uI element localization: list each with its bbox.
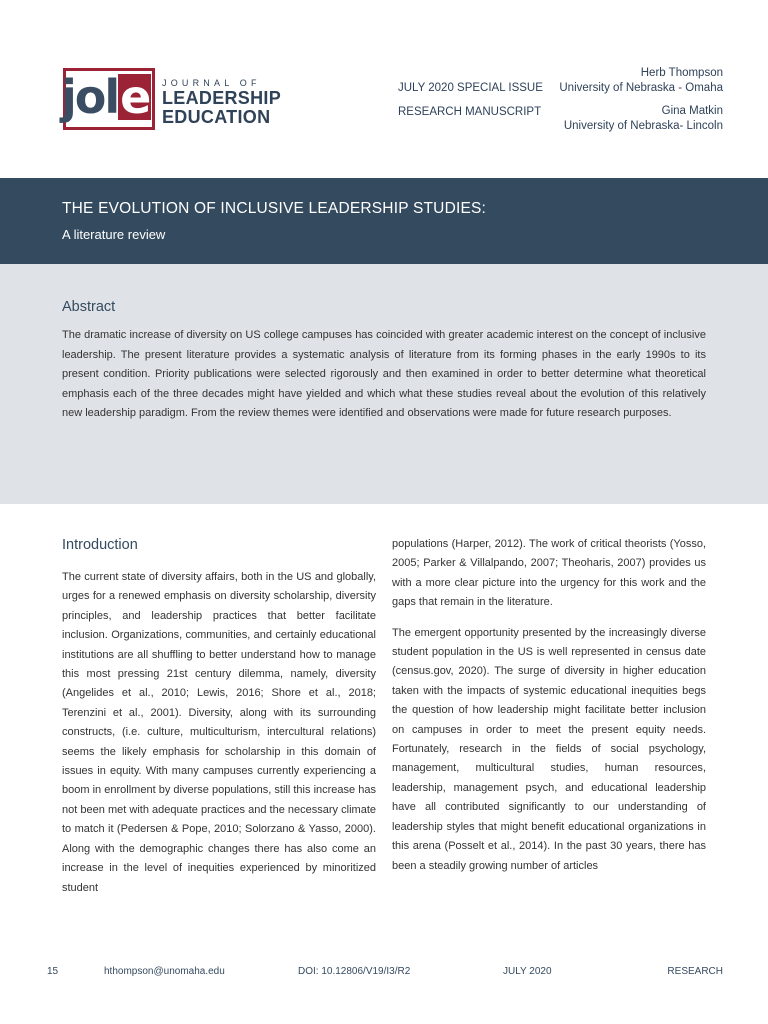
abstract-section [0, 264, 768, 504]
article-subtitle: A literature review [62, 227, 166, 242]
abstract-text: The dramatic increase of diversity on US college campuses has coincided with greater academic interest on the concept of inclusive leadership. The present literature provides a systematic analysis of literature from its forming phases in the early 1990s to its present condition. Priority publications were selected rigorously and then examined in order to better determine what theoretical emphasis each of the three decades might have yielded and which what these studies reveal about the evolution of this relatively new leadership paradigm. From the review themes were identified and observations were made for future research purposes. [62, 329, 706, 420]
author-affiliation: University of Nebraska - Omaha [559, 82, 723, 94]
footer-date: JULY 2020 [503, 966, 552, 977]
manuscript-type-label: RESEARCH MANUSCRIPT [398, 106, 542, 118]
page-footer [0, 966, 768, 982]
logo-wordmark [162, 78, 281, 127]
column-left [62, 536, 376, 898]
body-paragraph: The current state of diversity affairs, both in the US and globally, urges for a renewed emphasis on diversity scholarship, diversity principles, and leadership practices that better facilitate inclusion. Organizations, communities, and certainly educational institutions are all shuffling to better understand how to manage this most pressing 21st century dilemma, namely, diversity (Angelides et al., 2010; Lewis, 2016; Shore et al., 2018; Terenzini et al., 2001). Diversity, along with its surrounding constructs, (i.e. culture, multiculturism, intercultural relations) seems the likely emphasis for scholarship in this domain of issues in equity. With many campuses currently experiencing a boom in enrollment by diverse populations, still this increase has not been met with adequate practices and the necessary climate to match it (Pedersen & Pope, 2010; Solorzano & Yasso, 2000). Along with the demographic changes there has also come an increase in the level of inequities experienced by minoritized student [62, 571, 376, 894]
column-right [392, 535, 706, 887]
body-paragraph: populations (Harper, 2012). The work of critical theorists (Yosso, 2005; Parker & Villalpando, 2007; Theoharis, 2007) provides us with a more clear picture into the urgency for this work and the gaps that remain in the literature. [392, 538, 706, 609]
title-banner [0, 178, 768, 264]
author-email: hthompson@unomaha.edu [104, 966, 225, 977]
author-affiliation: University of Nebraska- Lincoln [563, 120, 723, 132]
journal-logo [63, 68, 303, 132]
author-list [559, 66, 723, 134]
footer-section: RESEARCH [667, 966, 723, 977]
author-name: Herb Thompson [640, 67, 723, 79]
special-issue-label: JULY 2020 SPECIAL ISSUE [398, 82, 543, 94]
page-header [0, 0, 768, 178]
logo-mark: jole [61, 70, 150, 124]
author-name: Gina Matkin [661, 105, 723, 117]
logo-education: EDUCATION [162, 107, 271, 127]
page-number: 15 [47, 966, 59, 977]
logo-journal-of: JOURNAL OF [162, 78, 261, 88]
abstract-heading: Abstract [62, 299, 116, 315]
issue-info [398, 81, 543, 129]
doi-label: DOI: 10.12806/V19/I3/R2 [298, 966, 411, 977]
body-paragraph: The emergent opportunity presented by the increasingly diverse student population in the US is well represented in census date (census.gov, 2020). The surge of diversity in higher education taken with the impacts of systemic educational inequities begs the question of how leadership might facilitate better inclusion on campuses in order to meet the present equity needs. Fortunately, research in the fields of social psychology, management, multicultural studies, human resources, leadership, management psych, and educational leadership have all contributed significantly to our understanding of leadership styles that might benefit educational organizations in this arena (Posselt et al., 2014). In the past 30 years, there has been a steadily growing number of articles [392, 626, 706, 872]
introduction-heading: Introduction [62, 537, 138, 553]
article-title: THE EVOLUTION OF INCLUSIVE LEADERSHIP STUDIES: [62, 200, 487, 217]
logo-leadership: LEADERSHIP [162, 88, 282, 108]
